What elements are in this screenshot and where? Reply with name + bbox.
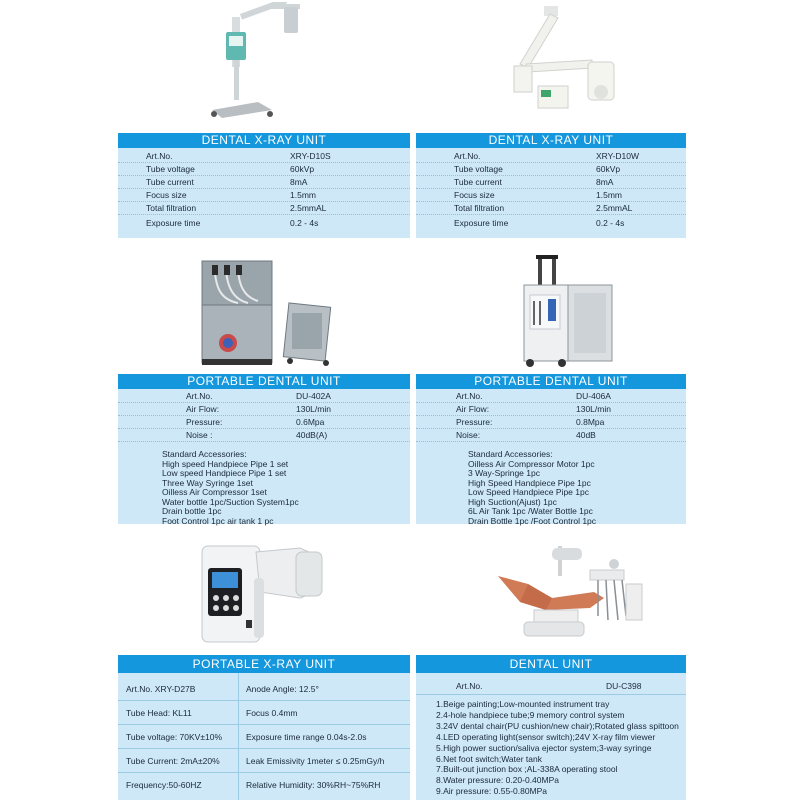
spec-value: 1.5mm: [596, 190, 622, 200]
spec-row: [118, 176, 410, 189]
accessory-item: High speed Handpiece Pipe 1 set: [162, 458, 289, 469]
feature-item: 8.Water pressure: 0.20-0.40MPa: [436, 775, 559, 786]
spec-value: 40dB(A): [296, 430, 328, 440]
spec-value: XRY-D10S: [290, 151, 331, 161]
panel-title: PORTABLE DENTAL UNIT: [118, 374, 410, 389]
panel-title: PORTABLE X-RAY UNIT: [118, 655, 410, 673]
spec-value: 0.8Mpa: [576, 417, 605, 427]
panel-title: DENTAL X-RAY UNIT: [416, 133, 686, 148]
spec-cell: Relative Humidity: 30%RH~75%RH: [246, 780, 381, 790]
accessory-item: High Speed Handpiece Pipe 1pc: [468, 477, 591, 488]
spec-value: 2.5mmAL: [290, 203, 327, 213]
art-value: DU-C398: [606, 681, 642, 691]
spec-label: Air Flow:: [186, 404, 220, 414]
spec-table: [118, 150, 410, 231]
spec-value: 8mA: [596, 177, 614, 187]
spec-cell: Frequency:50-60HZ: [126, 780, 202, 790]
spec-value: 60kVp: [596, 164, 621, 174]
spec-value: 60kVp: [290, 164, 315, 174]
accessory-item: Drain Bottle 1pc /Foot Control 1pc: [468, 515, 597, 526]
spec-value: 8mA: [290, 177, 308, 187]
spec-label: Focus size: [454, 190, 495, 200]
spec-label: Noise:: [456, 430, 481, 440]
portable-dental-trolley-photo: [516, 255, 626, 370]
spec-row: [416, 189, 686, 202]
spec-label: Art.No.: [456, 391, 483, 401]
spec-value: XRY-D10W: [596, 151, 639, 161]
feature-item: 6.Net foot switch;Water tank: [436, 753, 542, 764]
accessory-item: 6L Air Tank 1pc /Water Bottle 1pc: [468, 506, 593, 516]
spec-cell: Leak Emissivity 1meter ≤ 0.25mGy/h: [246, 756, 385, 766]
spec-label: Art.No.: [186, 391, 213, 401]
spec-value: 1.5mm: [290, 190, 316, 200]
spec-row: [416, 403, 686, 416]
feature-item: 5.High power suction/saliva ejector system;3-way syringe: [436, 742, 652, 753]
spec-table: [416, 150, 686, 231]
spec-row: [118, 150, 410, 163]
spec-panel-du-402a: [118, 374, 410, 524]
spec-label: Noise :: [186, 430, 213, 440]
spec-label: Tube voltage: [454, 164, 503, 174]
spec-table: [118, 677, 410, 797]
spec-label: Pressure:: [456, 417, 493, 427]
spec-row: [416, 416, 686, 429]
spec-cell: Art.No. XRY-D27B: [126, 684, 196, 694]
accessory-item: Low speed Handpiece Pipe 1 set: [162, 468, 287, 478]
spec-value: 0.2 - 4s: [596, 218, 625, 228]
spec-panel-xry-d27b: [118, 655, 410, 800]
spec-cell: Tube Current: 2mA±20%: [126, 756, 220, 766]
spec-label: Exposure time: [454, 218, 509, 228]
spec-row: [416, 215, 686, 231]
wall-xray-stand-photo: [200, 2, 310, 127]
spec-cell: Focus 0.4mm: [246, 708, 298, 718]
spec-row: [416, 150, 686, 163]
spec-row: [118, 416, 410, 429]
spec-row: [416, 202, 686, 215]
accessories-heading: Standard Accessories:: [468, 449, 553, 459]
spec-row: [118, 773, 410, 797]
feature-item: 9.Air pressure: 0.55-0.80MPa: [436, 786, 548, 797]
spec-row: [118, 189, 410, 202]
spec-label: Pressure:: [186, 417, 223, 427]
spec-row: [118, 215, 410, 231]
feature-item: 3.24V dental chair(PU cushion/new chair);Rotated glass spittoon: [436, 720, 679, 731]
portable-dental-case-photo: [198, 255, 358, 370]
spec-row: [416, 176, 686, 189]
spec-row: [118, 701, 410, 725]
art-label: Art.No.: [456, 681, 483, 691]
spec-row: [118, 749, 410, 773]
spec-row: [118, 677, 410, 701]
accessory-item: Oilless Air Compressor Motor 1pc: [468, 458, 595, 469]
spec-panel-du-c398: [416, 655, 686, 800]
spec-label: Art.No.: [454, 151, 481, 161]
accessory-item: 3 Way-Springe 1pc: [468, 468, 540, 478]
spec-cell: Exposure time range 0.04s-2.0s: [246, 732, 367, 742]
wall-mount-xray-photo: [500, 2, 630, 127]
spec-value: 0.2 - 4s: [290, 218, 319, 228]
spec-label: Tube current: [454, 177, 502, 187]
accessory-item: High Suction(Ajust) 1pc: [468, 496, 557, 507]
spec-row: [416, 163, 686, 176]
feature-item: 2.4-hole handpiece tube;9 memory control system: [436, 709, 625, 720]
accessory-item: Water bottle 1pc/Suction System1pc: [162, 496, 299, 507]
accessory-item: Low Speed Handpiece Pipe 1pc: [468, 487, 589, 497]
accessories-heading: Standard Accessories:: [162, 449, 247, 459]
spec-cell: Tube Head: KL11: [126, 708, 192, 718]
handheld-xray-photo: [196, 538, 328, 650]
spec-cell: Tube voltage: 70KV±10%: [126, 732, 223, 742]
spec-table: [416, 390, 686, 442]
accessory-item: Three Way Syringe 1set: [162, 477, 253, 488]
accessory-item: Foot Control 1pc air tank 1 pc: [162, 515, 274, 526]
spec-row: [416, 429, 686, 442]
spec-panel-xry-d10w: [416, 133, 686, 238]
spec-row: [118, 163, 410, 176]
spec-label: Total filtration: [146, 203, 197, 213]
spec-value: 2.5mmAL: [596, 203, 633, 213]
spec-row: [118, 403, 410, 416]
spec-label: Exposure time: [146, 218, 201, 228]
spec-row: [118, 202, 410, 215]
accessories-list: [468, 450, 596, 526]
spec-value: 0.6Mpa: [296, 417, 325, 427]
spec-label: Tube voltage: [146, 164, 195, 174]
panel-title: DENTAL UNIT: [416, 655, 686, 673]
spec-row: [118, 390, 410, 403]
feature-list: [436, 699, 679, 797]
feature-item: 4.LED operating light(sensor switch);24V X-ray film viewer: [436, 731, 656, 742]
spec-value: 130L/min: [296, 404, 331, 414]
dental-chair-photo: [494, 540, 654, 650]
spec-value: 40dB: [576, 430, 596, 440]
spec-panel-du-406a: [416, 374, 686, 524]
spec-label: Tube current: [146, 177, 194, 187]
spec-label: Air Flow:: [456, 404, 490, 414]
spec-value: DU-402A: [296, 391, 331, 401]
accessory-item: Drain bottle 1pc: [162, 506, 222, 516]
accessory-item: Oilless Air Compressor 1set: [162, 487, 267, 497]
spec-value: DU-406A: [576, 391, 611, 401]
accessories-list: [162, 450, 299, 526]
spec-panel-xry-d10s: [118, 133, 410, 238]
panel-title: PORTABLE DENTAL UNIT: [416, 374, 686, 389]
art-row: [416, 677, 686, 695]
spec-row: [118, 725, 410, 749]
panel-title: DENTAL X-RAY UNIT: [118, 133, 410, 148]
feature-item: 1.Beige painting;Low-mounted instrument tray: [436, 699, 610, 709]
spec-row: [416, 390, 686, 403]
feature-item: 7.Built-out junction box ;AL-338A operating stool: [436, 764, 618, 775]
spec-cell: Anode Angle: 12.5°: [246, 684, 319, 694]
spec-label: Total filtration: [454, 203, 505, 213]
spec-row: [118, 429, 410, 442]
spec-label: Focus size: [146, 190, 187, 200]
spec-label: Art.No.: [146, 151, 173, 161]
spec-table: [118, 390, 410, 442]
spec-value: 130L/min: [576, 404, 611, 414]
